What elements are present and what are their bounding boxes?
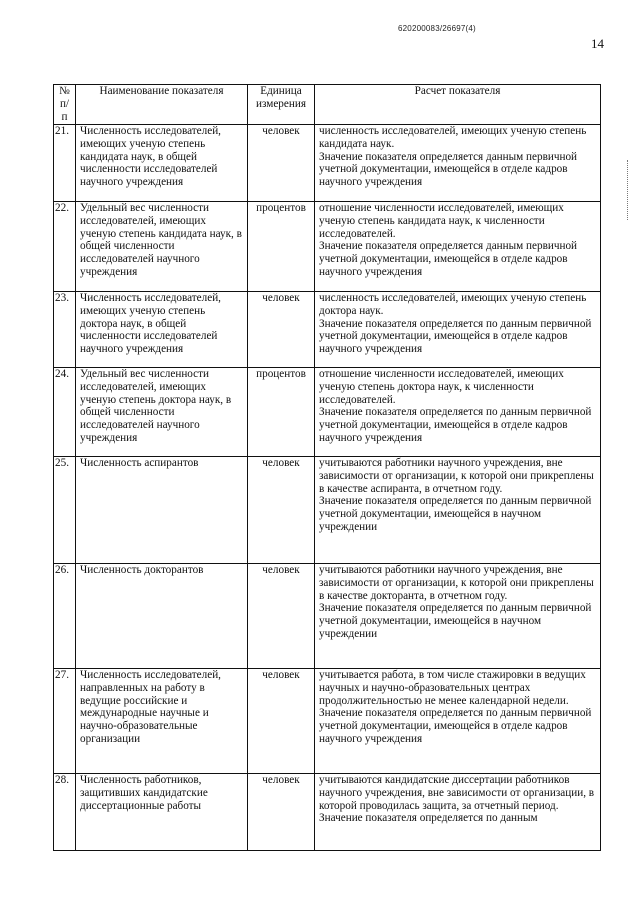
indicator-name: Численность исследователей, направленных на работу в ведущие российские и международные научные и научно-образовательные организации [76,668,248,773]
table-row [54,201,601,291]
indicator-unit: процентов [248,201,315,291]
calc-definition: учитывается работа, в том числе стажировки в ведущих научных и научно-образовательных центрах продолжительностью не менее календарной недели. [319,668,586,707]
row-number: 25. [54,456,76,563]
indicator-name: Удельный вес численности исследователей, имеющих ученую степень кандидата наук, в общей численности исследователей научного учреждения [76,201,248,291]
indicator-calculation [315,367,601,456]
calc-source: Значение показателя определяется по данным первичной учетной документации, имеющейся в отделе кадров научного учреждения [319,317,592,356]
indicator-name: Численность исследователей, имеющих ученую степень доктора наук, в общей численности исследователей научного учреждения [76,291,248,367]
indicator-unit: процентов [248,367,315,456]
row-number: 22. [54,201,76,291]
table-row [54,124,601,201]
calc-definition: учитываются работники научного учреждения, вне зависимости от организации, к которой они прикреплены в качестве докторанта, в отчетном году. [319,563,594,602]
calc-source: Значение показателя определяется по данным первичной учетной документации, имеющейся в отделе кадров научного учреждения [319,707,592,746]
indicator-name: Численность работников, защитивших кандидатские диссертационные работы [76,773,248,850]
calc-source: Значение показателя определяется данным первичной учетной документации, имеющейся в отделе кадров научного учреждения [319,240,578,279]
header-name: Наименование показателя [76,85,248,125]
table-row [54,456,601,563]
table-header-row [54,85,601,125]
row-number: 23. [54,291,76,367]
calc-source: Значение показателя определяется по данным первичной учетной документации, имеющейся в научном учреждении [319,495,592,534]
calc-source: Значение показателя определяется данным первичной учетной документации, имеющейся в отделе кадров научного учреждения [319,150,578,189]
header-num: № п/п [54,85,76,125]
row-number: 28. [54,773,76,850]
indicator-calculation [315,291,601,367]
indicator-calculation [315,201,601,291]
row-number: 24. [54,367,76,456]
indicator-calculation [315,456,601,563]
indicator-name: Численность докторантов [76,563,248,668]
margin-marks [627,160,631,220]
header-unit: Единица измерения [248,85,315,125]
row-number: 26. [54,563,76,668]
table-row [54,668,601,773]
calc-source: Значение показателя определяется по данным [319,812,538,825]
calc-definition: численность исследователей, имеющих ученую степень кандидата наук. [319,124,587,150]
table-row [54,773,601,850]
page-number: 14 [591,36,604,51]
row-number: 27. [54,668,76,773]
indicator-unit: человек [248,668,315,773]
indicator-unit: человек [248,291,315,367]
calc-definition: учитываются работники научного учреждения, вне зависимости от организации, к которой они прикреплены в качестве аспиранта, в отчетном году. [319,456,594,495]
calc-definition: отношение численности исследователей, имеющих ученую степень доктора наук, к численности исследователей. [319,367,564,406]
calc-definition: отношение численности исследователей, имеющих ученую степень кандидата наук, к численности исследователей. [319,201,564,240]
indicator-calculation [315,124,601,201]
indicator-unit: человек [248,563,315,668]
calc-source: Значение показателя определяется по данным первичной учетной документации, имеющейся в научном учреждении [319,602,592,641]
table-row [54,367,601,456]
indicator-calculation [315,773,601,850]
table-row [54,291,601,367]
row-number: 21. [54,124,76,201]
indicator-name: Численность аспирантов [76,456,248,563]
header-calc: Расчет показателя [315,85,601,125]
indicator-unit: человек [248,124,315,201]
indicator-calculation [315,563,601,668]
calc-source: Значение показателя определяется по данным первичной учетной документации, имеющейся в отделе кадров научного учреждения [319,406,592,445]
indicator-unit: человек [248,773,315,850]
calc-definition: численность исследователей, имеющих ученую степень доктора наук. [319,291,587,317]
document-id: 620200083/26697(4) [398,24,476,33]
indicator-name: Удельный вес численности исследователей, имеющих ученую степень доктора наук, в общей численности исследователей научного учреждения [76,367,248,456]
calc-definition: учитываются кандидатские диссертации работников научного учреждения, вне зависимости от организации, в которой проводилась защита, за отчетный период. [319,773,595,812]
indicator-name: Численность исследователей, имеющих ученую степень кандидата наук, в общей численности исследователей научного учреждения [76,124,248,201]
table-row [54,563,601,668]
indicator-calculation [315,668,601,773]
indicator-unit: человек [248,456,315,563]
indicators-table [53,84,601,851]
